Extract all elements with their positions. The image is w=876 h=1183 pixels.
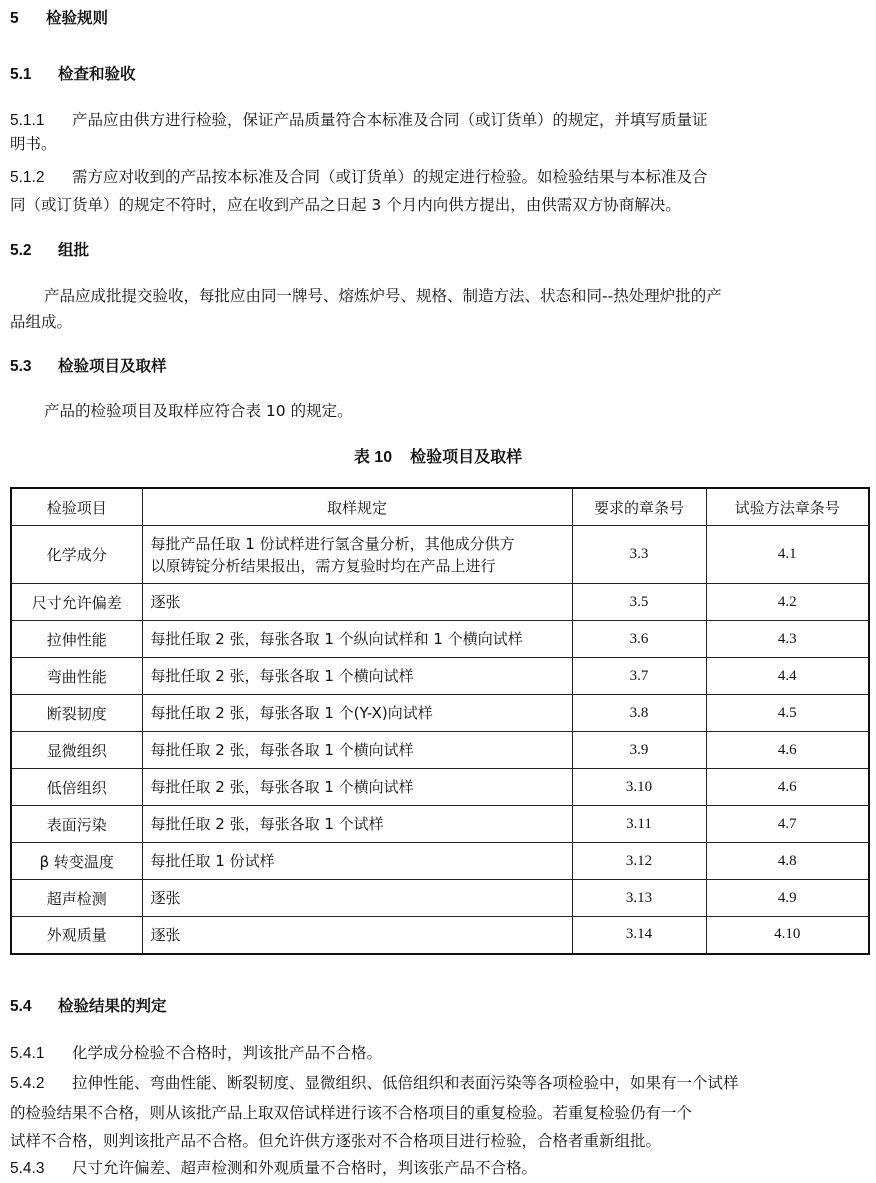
clause-5-1-1-line-2: 明书。 [10, 135, 57, 153]
section-title: 检验项目及取样 [58, 357, 167, 375]
column-header: 试验方法章条号 [706, 488, 869, 526]
section-title: 检验结果的判定 [58, 997, 167, 1015]
section-5-4-heading [10, 996, 167, 1017]
section-5-2-heading [10, 240, 89, 261]
section-5-2-para-line-1: 产品应成批提交验收，每批应由同一牌号、熔炼炉号、规格、制造方法、状态和同--热处理炉批的产 [44, 287, 722, 305]
clause-number: 5.4.1 [10, 1045, 45, 1062]
requirement-clause-cell: 3.14 [572, 917, 706, 954]
table-row [11, 843, 869, 880]
column-header: 要求的章条号 [572, 488, 706, 526]
column-header: 检验项目 [11, 488, 142, 526]
rule-cell: 逐张 [142, 880, 572, 917]
item-cell: 拉伸性能 [11, 621, 142, 658]
clause-5-4-3 [10, 1158, 537, 1179]
method-clause-cell: 4.2 [706, 584, 869, 621]
section-title: 检查和验收 [58, 65, 136, 83]
section-5-3-heading [10, 356, 167, 377]
section-title: 组批 [58, 241, 90, 259]
section-number: 5.1 [10, 66, 32, 83]
requirement-clause-cell: 3.8 [572, 695, 706, 732]
table-title: 检验项目及取样 [410, 447, 523, 466]
table-row [11, 806, 869, 843]
item-cell: 化学成分 [11, 526, 142, 584]
method-clause-cell: 4.1 [706, 526, 869, 584]
requirement-clause-cell: 3.6 [572, 621, 706, 658]
rule-cell: 每批任取 2 张，每张各取 1 个横向试样 [142, 732, 572, 769]
section-5-2-para-line-2: 品组成。 [10, 313, 73, 331]
method-clause-cell: 4.4 [706, 658, 869, 695]
clause-text: 化学成分检验不合格时，判该批产品不合格。 [72, 1044, 383, 1062]
clause-text: 拉伸性能、弯曲性能、断裂韧度、显微组织、低倍组织和表面污染等各项检验中，如果有一个试样 [72, 1074, 739, 1092]
clause-5-4-2-line-3: 试样不合格，则判该批产品不合格。但允许供方逐张对不合格项目进行检验，合格者重新组批。 [10, 1132, 662, 1150]
clause-number: 5.4.2 [10, 1075, 45, 1092]
table-row [11, 584, 869, 621]
section-title: 检验规则 [46, 9, 109, 27]
clause-text: 尺寸允许偏差、超声检测和外观质量不合格时，判该张产品不合格。 [72, 1159, 538, 1177]
clause-text: 需方应对收到的产品按本标准及合同（或订货单）的规定进行检验。如检验结果与本标准及合 [72, 168, 708, 186]
table-row [11, 732, 869, 769]
rule-cell: 每批任取 1 份试样 [142, 843, 572, 880]
section-5-3-para: 产品的检验项目及取样应符合表 10 的规定。 [44, 402, 353, 420]
item-cell: 显微组织 [11, 732, 142, 769]
table-row [11, 621, 869, 658]
clause-5-4-2-line-2: 的检验结果不合格，则从该批产品上取双倍试样进行该不合格项目的重复检验。若重复检验仍有一个 [10, 1104, 693, 1122]
method-clause-cell: 4.10 [706, 917, 869, 954]
rule-line: 以原铸锭分析结果报出，需方复验时均在产品上进行 [150, 556, 496, 575]
clause-number: 5.1.2 [10, 169, 45, 186]
table-caption [0, 444, 876, 467]
table-header-row [11, 488, 869, 526]
clause-5-1-1-line-1 [10, 110, 708, 131]
section-number: 5.3 [10, 358, 32, 375]
requirement-clause-cell: 3.12 [572, 843, 706, 880]
method-clause-cell: 4.5 [706, 695, 869, 732]
rule-cell: 每批任取 2 张，每张各取 1 个横向试样 [142, 658, 572, 695]
rule-line: 每批产品任取 1 份试样进行氢含量分析，其他成分供方 [150, 534, 515, 553]
clause-5-1-2-line-2: 同（或订货单）的规定不符时，应在收到产品之日起 3 个月内向供方提出，由供需双方协商解决。 [10, 196, 681, 214]
section-number: 5 [10, 10, 19, 27]
table-row [11, 769, 869, 806]
clause-5-4-2-line-1 [10, 1073, 739, 1094]
requirement-clause-cell: 3.9 [572, 732, 706, 769]
table-number: 表 10 [353, 449, 393, 466]
clause-5-1-2-line-1 [10, 167, 708, 188]
table-row [11, 917, 869, 954]
item-cell: 断裂韧度 [11, 695, 142, 732]
table-row [11, 658, 869, 695]
method-clause-cell: 4.9 [706, 880, 869, 917]
clause-number: 5.4.3 [10, 1160, 45, 1177]
rule-cell: 每批任取 2 张，每张各取 1 个(Y-X)向试样 [142, 695, 572, 732]
method-clause-cell: 4.6 [706, 769, 869, 806]
section-5-1-heading [10, 64, 136, 85]
table-row [11, 880, 869, 917]
requirement-clause-cell: 3.5 [572, 584, 706, 621]
method-clause-cell: 4.8 [706, 843, 869, 880]
clause-5-4-1 [10, 1043, 382, 1064]
section-number: 5.4 [10, 998, 32, 1015]
rule-cell: 每批任取 2 张，每张各取 1 个纵向试样和 1 个横向试样 [142, 621, 572, 658]
item-cell: 表面污染 [11, 806, 142, 843]
clause-text: 产品应由供方进行检验，保证产品质量符合本标准及合同（或订货单）的规定，并填写质量证 [72, 111, 708, 129]
item-cell: 外观质量 [11, 917, 142, 954]
requirement-clause-cell: 3.13 [572, 880, 706, 917]
requirement-clause-cell: 3.7 [572, 658, 706, 695]
requirement-clause-cell: 3.10 [572, 769, 706, 806]
inspection-table [10, 487, 870, 955]
table-row [11, 695, 869, 732]
section-number: 5.2 [10, 242, 32, 259]
item-cell: 超声检测 [11, 880, 142, 917]
rule-cell: 逐张 [142, 584, 572, 621]
item-cell: 弯曲性能 [11, 658, 142, 695]
item-cell: β 转变温度 [11, 843, 142, 880]
rule-cell: 每批任取 2 张，每张各取 1 个试样 [142, 806, 572, 843]
requirement-clause-cell: 3.3 [572, 526, 706, 584]
rule-cell: 每批任取 2 张，每张各取 1 个横向试样 [142, 769, 572, 806]
rule-cell [142, 526, 572, 584]
clause-number: 5.1.1 [10, 112, 45, 129]
rule-cell: 逐张 [142, 917, 572, 954]
item-cell: 尺寸允许偏差 [11, 584, 142, 621]
requirement-clause-cell: 3.11 [572, 806, 706, 843]
method-clause-cell: 4.6 [706, 732, 869, 769]
table-row [11, 526, 869, 584]
method-clause-cell: 4.3 [706, 621, 869, 658]
method-clause-cell: 4.7 [706, 806, 869, 843]
item-cell: 低倍组织 [11, 769, 142, 806]
section-5-heading [10, 8, 108, 29]
column-header: 取样规定 [142, 488, 572, 526]
